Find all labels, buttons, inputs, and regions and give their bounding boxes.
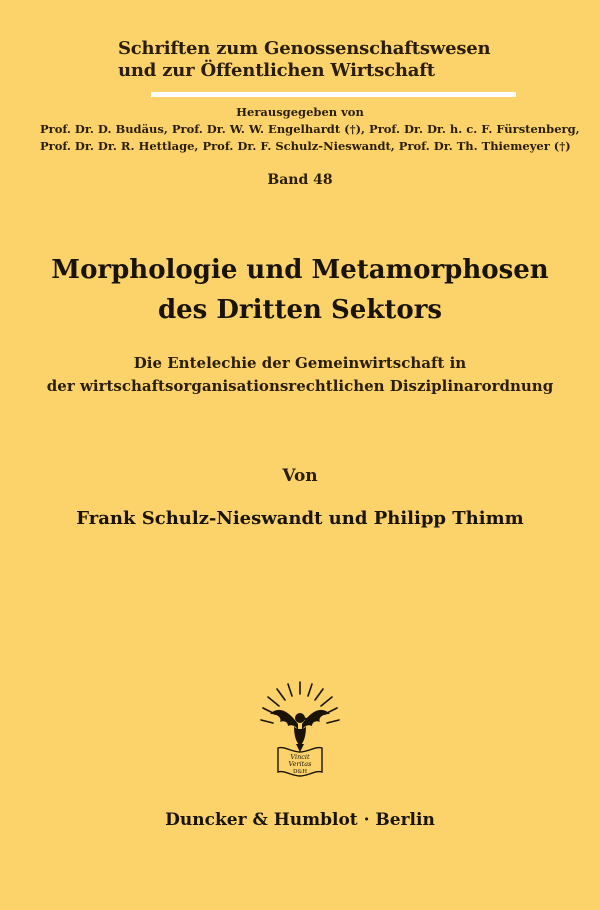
series-title-line-1: Schriften zum Genossenschaftswesen xyxy=(118,38,491,59)
editors-block xyxy=(40,104,580,155)
editors-heading: Herausgegeben von xyxy=(236,105,364,119)
editors-line-2: Prof. Dr. Dr. R. Hettlage, Prof. Dr. F. Schulz-Nieswandt, Prof. Dr. Th. Thiemeyer (†) xyxy=(40,139,571,153)
book-title-line-2: des Dritten Sektors xyxy=(157,295,443,325)
publisher: Duncker & Humblot · Berlin xyxy=(165,810,435,830)
volume-number: Band 48 xyxy=(267,172,333,188)
series-rule xyxy=(151,92,516,97)
by-label: Von xyxy=(282,466,318,486)
logo-motto-line-1: Vincit xyxy=(290,753,310,761)
logo-monogram: D&H xyxy=(292,769,308,775)
series-title xyxy=(118,38,518,82)
book-title-line-1: Morphologie und Metamorphosen xyxy=(51,255,549,285)
logo-motto-line-2: Veritas xyxy=(288,760,312,768)
editors-line-1: Prof. Dr. D. Budäus, Prof. Dr. W. W. Engelhardt (†), Prof. Dr. Dr. h. c. F. Fürstenberg, xyxy=(40,122,580,136)
book-title xyxy=(20,250,580,330)
authors: Frank Schulz-Nieswandt und Philipp Thimm xyxy=(76,508,524,529)
book-subtitle xyxy=(30,352,570,398)
eagle-emblem-icon xyxy=(258,680,342,780)
book-subtitle-line-1: Die Entelechie der Gemeinwirtschaft in xyxy=(133,354,467,372)
series-title-line-2: und zur Öffentlichen Wirtschaft xyxy=(118,60,435,81)
book-subtitle-line-2: der wirtschaftsorganisationsrechtlichen Disziplinarordnung xyxy=(46,377,554,395)
